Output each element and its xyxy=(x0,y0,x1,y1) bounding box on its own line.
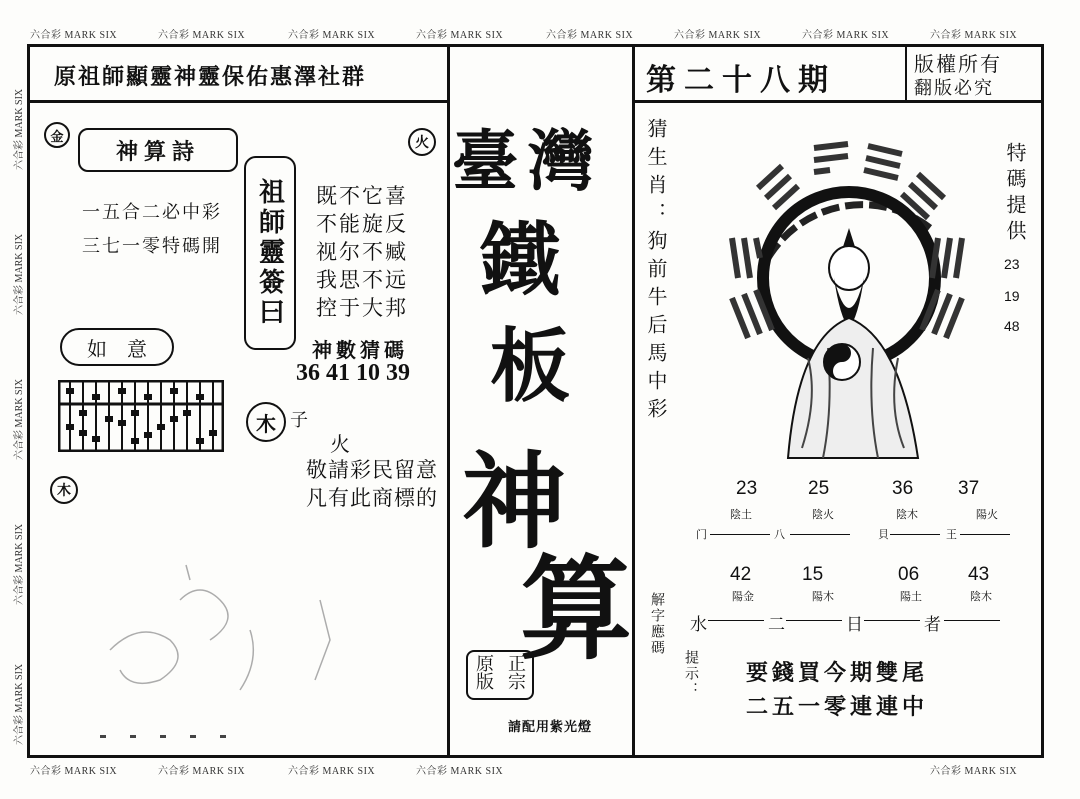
clue-underline xyxy=(960,534,1010,535)
special-title: 特碼提供 xyxy=(1003,142,1027,246)
title-tie: 鐵 xyxy=(480,213,560,307)
clue-char: 者 xyxy=(924,615,941,635)
clue-underline xyxy=(708,620,764,621)
clue-underline xyxy=(890,534,940,535)
watermark-text: 六合彩 MARK SIX xyxy=(14,378,25,460)
oracle-line: 控于大邦 xyxy=(316,296,408,320)
clue-char: 日 xyxy=(846,615,863,635)
uv-lamp-note: 請配用紫光燈 xyxy=(508,720,593,735)
watermark-text: 六合彩 MARK SIX xyxy=(158,766,246,777)
watermark-text: 六合彩 MARK SIX xyxy=(288,30,376,41)
divider-left xyxy=(447,44,450,758)
oracle-verses xyxy=(316,182,408,322)
notice-line: 凡有此商標的 xyxy=(306,486,438,510)
watermark-text: 六合彩 MARK SIX xyxy=(930,30,1018,41)
clue-underline xyxy=(944,620,1000,621)
tip-line-2: 二五一零連連中 xyxy=(746,694,929,720)
poem-line-1: 一五合二必中彩 xyxy=(82,202,222,223)
watermark-text: 六合彩 MARK SIX xyxy=(158,30,246,41)
grid-attr: 陰木 xyxy=(970,590,992,603)
clue-underline xyxy=(710,534,770,535)
watermark-text: 六合彩 MARK SIX xyxy=(416,30,504,41)
grid-number: 06 xyxy=(898,564,920,585)
grid-attr: 陽土 xyxy=(900,590,922,603)
guess-title: 神數猜碼 xyxy=(312,338,408,362)
oracle-line: 视尔不臧 xyxy=(316,240,408,264)
element-wood-badge-2: 木 xyxy=(50,476,78,504)
watermark-text: 六合彩 MARK SIX xyxy=(14,233,25,315)
element-wood-badge: 木 xyxy=(246,402,286,442)
copyright-bottom: 翻版必究 xyxy=(914,78,994,99)
grid-number: 37 xyxy=(958,478,980,499)
poem-title: 神算詩 xyxy=(115,138,200,165)
grid-attr: 陽金 xyxy=(732,590,754,603)
copyright-top: 版權所有 xyxy=(914,52,1002,76)
issue-number: 第二十八期 xyxy=(646,63,836,98)
divider-right xyxy=(632,44,635,758)
special-number: 23 xyxy=(1004,256,1020,272)
watermark-text: 六合彩 MARK SIX xyxy=(14,88,25,170)
watermark-text: 六合彩 MARK SIX xyxy=(30,30,118,41)
title-taiwan: 臺灣 xyxy=(452,122,604,200)
clue-char: 门 xyxy=(696,528,707,541)
oracle-line: 我思不远 xyxy=(316,268,408,292)
watermark-text: 六合彩 MARK SIX xyxy=(802,30,890,41)
grid-number: 25 xyxy=(808,478,830,499)
grid-number: 43 xyxy=(968,564,990,585)
grid-attr: 陽火 xyxy=(976,508,998,521)
zodiac-hint: 猜生肖：狗前牛后馬中彩 xyxy=(644,118,668,426)
grid-attr: 陰土 xyxy=(730,508,752,521)
clue-char: 水 xyxy=(690,615,707,635)
special-number: 19 xyxy=(1004,288,1020,304)
sage-bagua-illustration xyxy=(718,128,980,470)
poem-title-box xyxy=(78,128,238,172)
grid-attr: 陰火 xyxy=(812,508,834,521)
title-suan: 算 xyxy=(520,544,632,675)
notice-line: 敬請彩民留意 xyxy=(306,458,438,482)
zi-char: 子 xyxy=(290,410,308,431)
header-left-title: 原祖師顯靈神靈保佑惠澤社群 xyxy=(54,64,367,90)
watermark-text: 六合彩 MARK SIX xyxy=(546,30,634,41)
fire-char: 火 xyxy=(330,432,350,456)
divider-header-left xyxy=(27,100,449,103)
oracle-line: 不能旋反 xyxy=(316,212,408,236)
grid-attr: 陰木 xyxy=(896,508,918,521)
element-fire-badge: 火 xyxy=(408,128,436,156)
watermark-text: 六合彩 MARK SIX xyxy=(30,766,118,777)
stamp-genuine: 正宗 xyxy=(505,654,526,690)
clue-char: 王 xyxy=(946,528,957,541)
abacus-icon xyxy=(58,380,224,452)
watermark-text: 六合彩 MARK SIX xyxy=(14,663,25,745)
oracle-title: 祖師靈簽曰 xyxy=(244,156,296,350)
decode-label: 解字應碼 xyxy=(649,592,665,656)
grid-number: 42 xyxy=(730,564,752,585)
watermark-text: 六合彩 MARK SIX xyxy=(14,523,25,605)
guess-numbers: 36 41 10 39 xyxy=(296,360,410,386)
watermark-text: 六合彩 MARK SIX xyxy=(930,766,1018,777)
clue-char: 貝 xyxy=(878,528,889,541)
watermark-text: 六合彩 MARK SIX xyxy=(416,766,504,777)
watermark-text: 六合彩 MARK SIX xyxy=(288,766,376,777)
grid-attr: 陽木 xyxy=(812,590,834,603)
title-ban: 板 xyxy=(490,319,570,413)
genuine-stamp xyxy=(466,650,534,700)
element-metal-badge: 金 xyxy=(44,122,70,148)
notice-text xyxy=(306,456,438,514)
clue-char: 二 xyxy=(768,615,785,635)
divider-header-right xyxy=(632,100,1044,103)
stamp-original: 原版 xyxy=(473,654,494,690)
title-shen: 神 xyxy=(462,440,567,563)
clue-char: 八 xyxy=(774,528,785,541)
tip-label: 提示： xyxy=(683,650,699,698)
clue-underline xyxy=(864,620,920,621)
clue-underline xyxy=(786,620,842,621)
oracle-line: 既不它喜 xyxy=(316,184,408,208)
clue-underline xyxy=(790,534,850,535)
special-number: 48 xyxy=(1004,318,1020,334)
grid-number: 23 xyxy=(736,478,758,499)
faded-sketch-image xyxy=(90,560,350,740)
ruyi-label: 如 意 xyxy=(60,328,174,366)
watermark-text: 六合彩 MARK SIX xyxy=(674,30,762,41)
poem-line-2: 三七一零特碼開 xyxy=(82,236,222,257)
divider-copyright xyxy=(905,44,907,102)
tip-line-1: 要錢買今期雙尾 xyxy=(746,660,929,686)
grid-number: 15 xyxy=(802,564,824,585)
grid-number: 36 xyxy=(892,478,914,499)
